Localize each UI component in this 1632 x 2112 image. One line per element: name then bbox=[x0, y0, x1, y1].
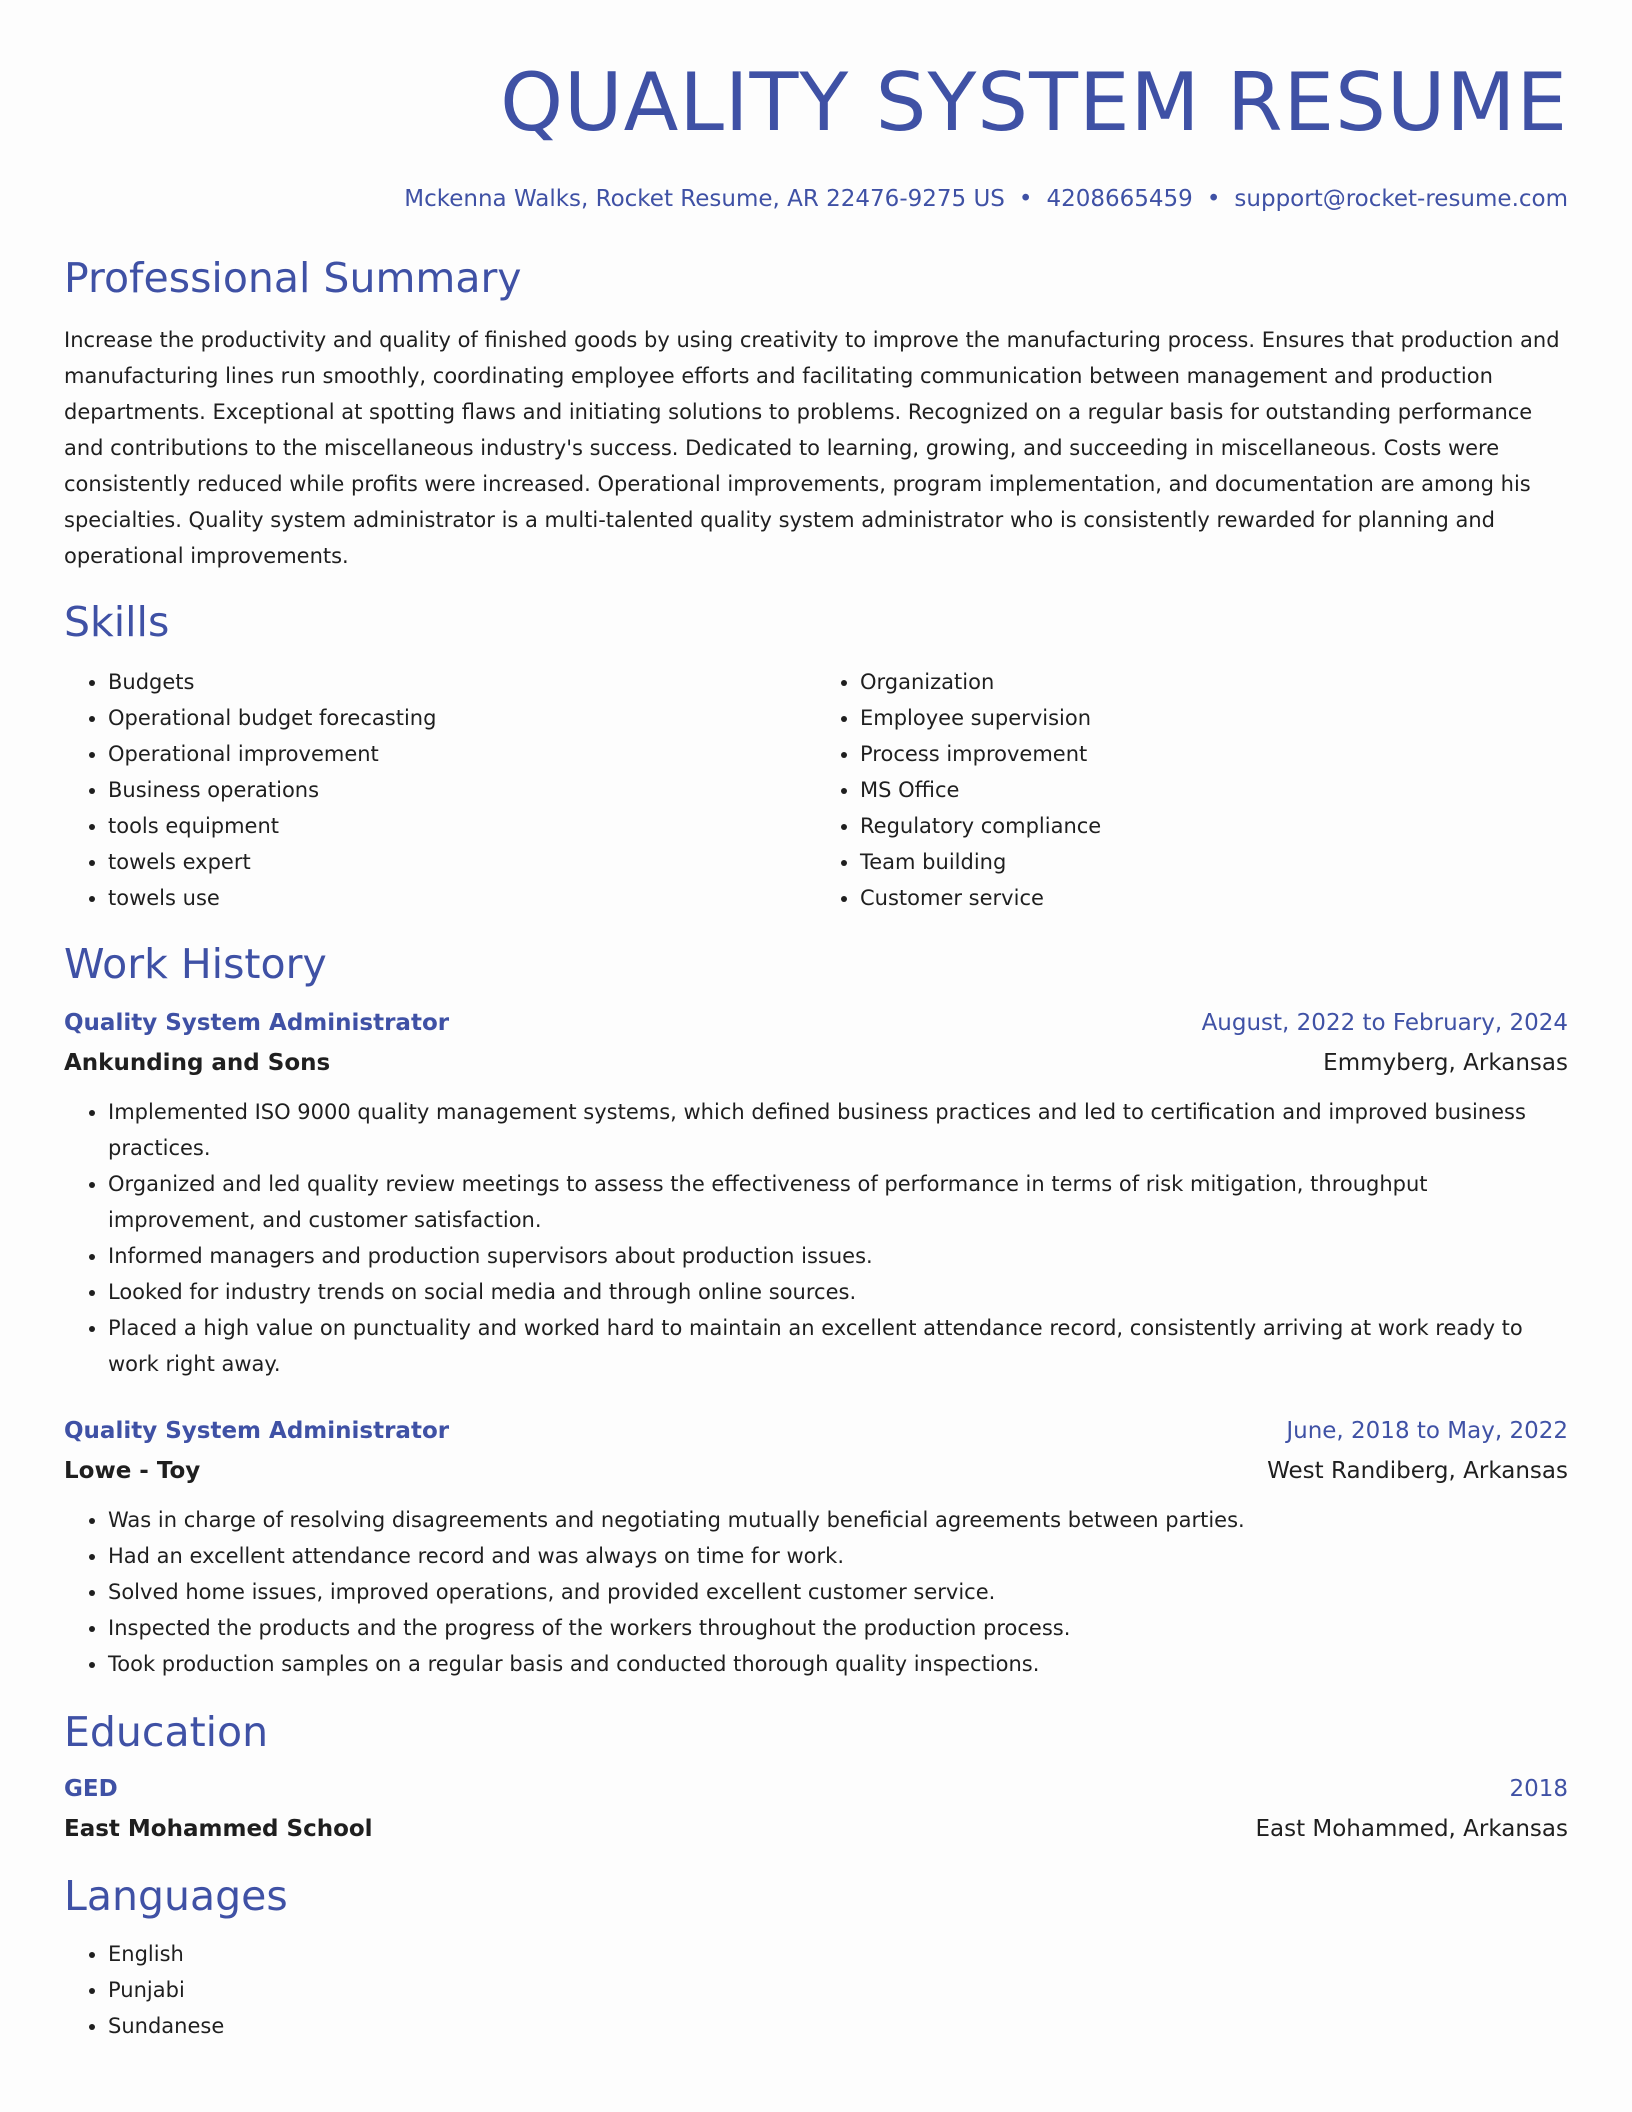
skill-item: • Team building bbox=[860, 844, 1568, 880]
job-dates: August, 2022 to February, 2024 bbox=[1201, 1010, 1568, 1036]
skill-item: • Regulatory compliance bbox=[860, 808, 1568, 844]
job-entry bbox=[64, 1006, 1568, 1382]
skill-item: • Process improvement bbox=[860, 736, 1568, 772]
job-bullet: • Was in charge of resolving disagreements and negotiating mutually beneficial agreements between parties. bbox=[108, 1502, 1568, 1538]
job-title: Quality System Administrator bbox=[64, 1418, 450, 1444]
skill-item: • Operational improvement bbox=[108, 736, 816, 772]
education-heading: Education bbox=[64, 1708, 269, 1756]
skill-item: • towels use bbox=[108, 880, 816, 916]
skill-item: • Budgets bbox=[108, 664, 816, 700]
contact-email[interactable]: support@rocket-resume.com bbox=[1234, 186, 1568, 212]
skill-item: • Operational budget forecasting bbox=[108, 700, 816, 736]
job-dates: June, 2018 to May, 2022 bbox=[1286, 1418, 1568, 1444]
language-item: • English bbox=[108, 1936, 1568, 1972]
skill-item: • Business operations bbox=[108, 772, 816, 808]
education-year: 2018 bbox=[1509, 1776, 1568, 1802]
education-degree: GED bbox=[64, 1776, 118, 1802]
job-bullet: • Organized and led quality review meetings to assess the effectiveness of performance in terms of risk mitigation, throughput improvement, and customer satisfaction. bbox=[108, 1166, 1568, 1238]
skill-item: • tools equipment bbox=[108, 808, 816, 844]
job-company: Lowe - Toy bbox=[64, 1458, 201, 1484]
contact-separator: • bbox=[1206, 186, 1221, 212]
job-subheader bbox=[64, 1454, 1568, 1488]
job-subheader bbox=[64, 1046, 1568, 1080]
language-item: • Sundanese bbox=[108, 2008, 1568, 2044]
job-bullet-list bbox=[64, 1502, 1568, 1682]
skill-item: • Employee supervision bbox=[860, 700, 1568, 736]
job-bullet: • Informed managers and production supervisors about production issues. bbox=[108, 1238, 1568, 1274]
job-company: Ankunding and Sons bbox=[64, 1050, 331, 1076]
job-bullet: • Implemented ISO 9000 quality management systems, which defined business practices and led to certification and improved business practices. bbox=[108, 1094, 1568, 1166]
skills-list-left bbox=[64, 664, 816, 916]
job-bullet: • Inspected the products and the progress of the workers throughout the production process. bbox=[108, 1610, 1568, 1646]
education-school: East Mohammed School bbox=[64, 1816, 373, 1842]
resume-title: QUALITY SYSTEM RESUME bbox=[500, 56, 1568, 149]
summary-heading: Professional Summary bbox=[64, 254, 522, 302]
education-header bbox=[64, 1772, 1568, 1806]
languages-list bbox=[64, 1936, 1568, 2044]
job-header bbox=[64, 1414, 1568, 1448]
work-history-heading: Work History bbox=[64, 940, 327, 988]
skill-item: • Customer service bbox=[860, 880, 1568, 916]
job-bullet: • Placed a high value on punctuality and worked hard to maintain an excellent attendance record, consistently arriving at work ready to work right away. bbox=[108, 1310, 1568, 1382]
job-location: Emmyberg, Arkansas bbox=[1323, 1050, 1568, 1076]
skill-item: • Organization bbox=[860, 664, 1568, 700]
job-title: Quality System Administrator bbox=[64, 1010, 450, 1036]
skills-heading: Skills bbox=[64, 598, 170, 646]
job-bullet-list bbox=[64, 1094, 1568, 1382]
job-location: West Randiberg, Arkansas bbox=[1267, 1458, 1568, 1484]
education-location: East Mohammed, Arkansas bbox=[1255, 1816, 1568, 1842]
skills-list-right bbox=[816, 664, 1568, 916]
contact-address: Mckenna Walks, Rocket Resume, AR 22476-9275 US bbox=[404, 186, 1005, 212]
job-bullet: • Had an excellent attendance record and was always on time for work. bbox=[108, 1538, 1568, 1574]
job-bullet: • Looked for industry trends on social media and through online sources. bbox=[108, 1274, 1568, 1310]
education-subheader bbox=[64, 1812, 1568, 1846]
job-header bbox=[64, 1006, 1568, 1040]
job-entry bbox=[64, 1414, 1568, 1682]
contact-separator: • bbox=[1018, 186, 1033, 212]
contact-line bbox=[64, 182, 1568, 216]
language-item: • Punjabi bbox=[108, 1972, 1568, 2008]
education-entry bbox=[64, 1772, 1568, 1846]
contact-phone: 4208665459 bbox=[1046, 186, 1193, 212]
skills-grid bbox=[64, 664, 1568, 916]
skill-item: • MS Office bbox=[860, 772, 1568, 808]
job-bullet: • Took production samples on a regular basis and conducted thorough quality inspections. bbox=[108, 1646, 1568, 1682]
skill-item: • towels expert bbox=[108, 844, 816, 880]
summary-text: Increase the productivity and quality of finished goods by using creativity to improve the manufacturing process. Ensures that production and manufacturing lines run smoothly, coordinating employee efforts and facilitating communication between management and production departments. Exceptional at spotting flaws and initiating solutions to problems. Recognized on a regular basis for outstanding performance and contributions to the miscellaneous industry's success. Dedicated to learning, growing, and succeeding in miscellaneous. Costs were consistently reduced while profits were increased. Operational improvements, program implementation, and documentation are among his specialties. Quality system administrator is a multi-talented quality system administrator who is consistently rewarded for planning and operational improvements. bbox=[64, 328, 1560, 568]
languages-heading: Languages bbox=[64, 1872, 288, 1920]
job-bullet: • Solved home issues, improved operations, and provided excellent customer service. bbox=[108, 1574, 1568, 1610]
